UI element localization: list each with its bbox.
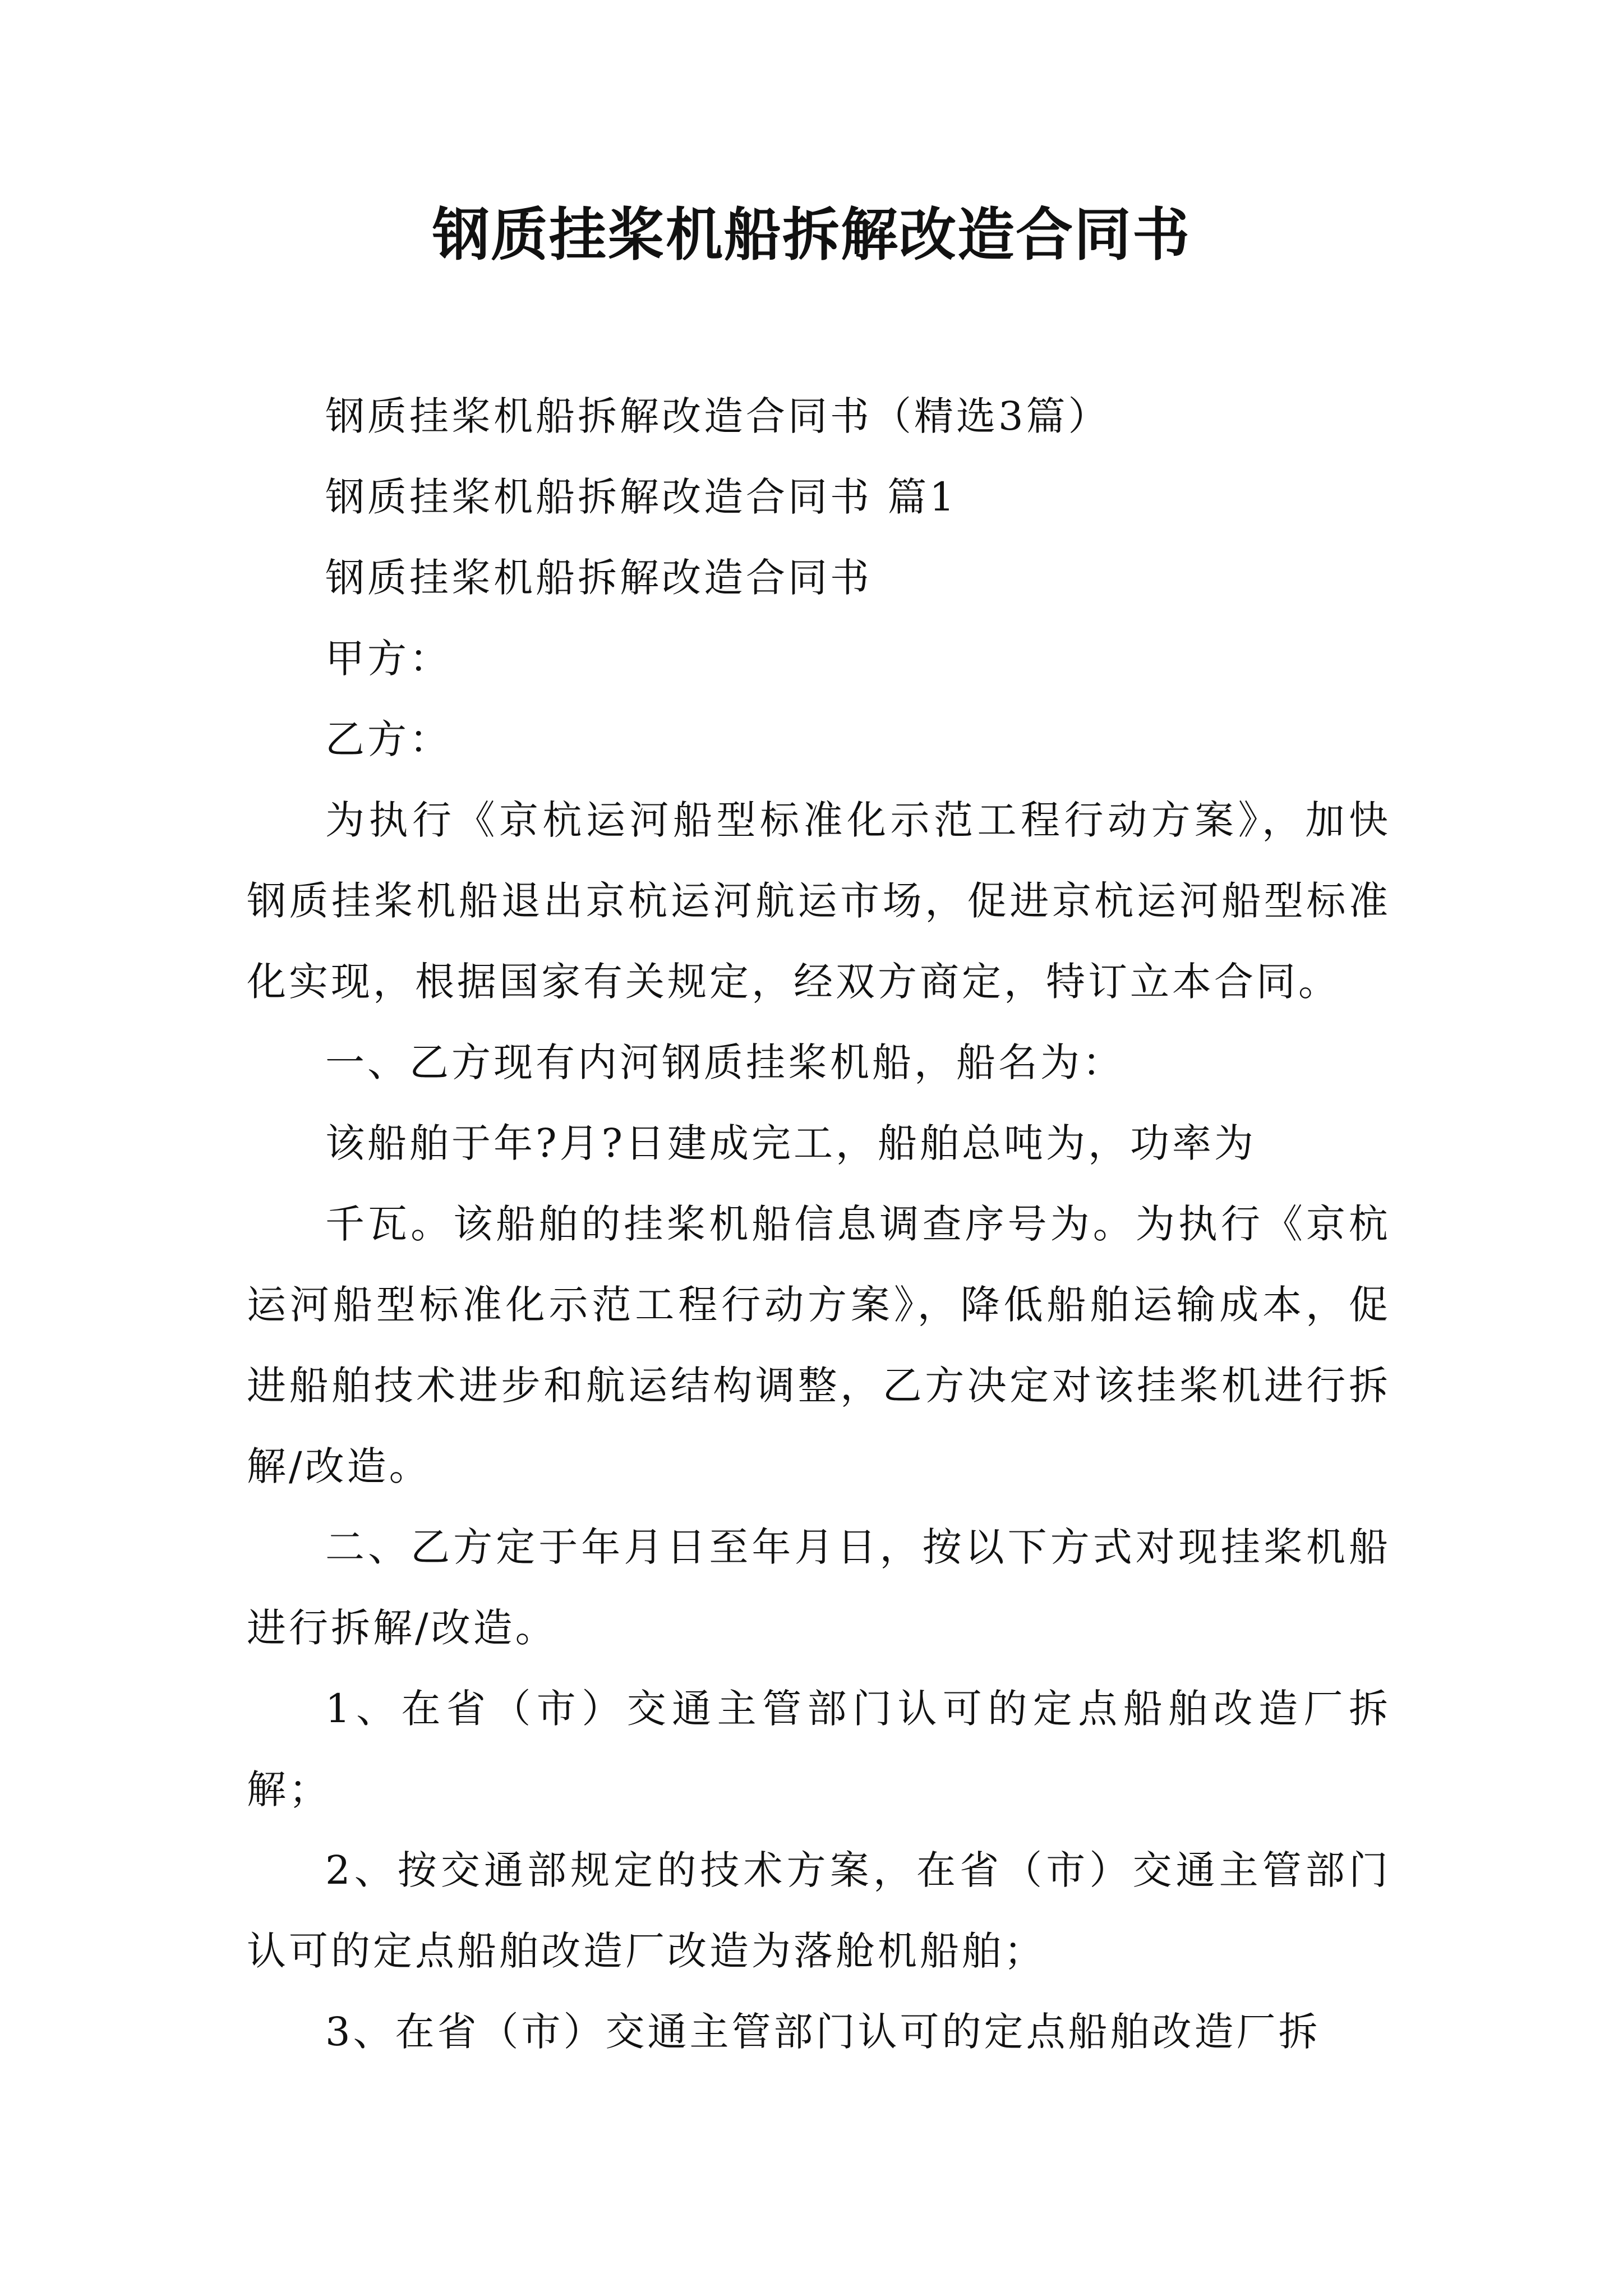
ship-info-paragraph: 该船舶于年?月?日建成完工，船舶总吨为，功率为: [325, 1120, 1257, 1166]
party-b-line: 乙方：: [325, 716, 451, 762]
ship-power-paragraph: 千瓦。该船舶的挂桨机船信息调查序号为。为执行《京杭运河船型标准化示范工程行动方案》，降低船舶运输成本，促进船舶技术进步和航运结构调整，乙方决定对该挂桨机进行拆解/改造。: [247, 1201, 1391, 1489]
clause-two-paragraph: 二、乙方定于年月日至年月日，按以下方式对现挂桨机船进行拆解/改造。: [247, 1524, 1391, 1651]
option-one-paragraph: 1、在省（市）交通主管部门认可的定点船舶改造厂拆解；: [247, 1686, 1391, 1812]
party-a-line: 甲方：: [325, 636, 451, 682]
subtitle-paragraph: 钢质挂桨机船拆解改造合同书（精选3篇）: [325, 393, 1110, 439]
document-body: [247, 376, 1391, 2072]
document-title: 钢质挂桨机船拆解改造合同书: [432, 202, 1191, 269]
section-heading: 钢质挂桨机船拆解改造合同书 篇1: [325, 474, 957, 520]
option-two-paragraph: 2、按交通部规定的技术方案，在省（市）交通主管部门认可的定点船舶改造厂改造为落舱机船舶；: [247, 1847, 1391, 1974]
preamble-paragraph: 为执行《京杭运河船型标准化示范工程行动方案》，加快钢质挂桨机船退出京杭运河航运市场，促进京杭运河船型标准化实现，根据国家有关规定，经双方商定，特订立本合同。: [247, 797, 1391, 1005]
option-three-paragraph: 3、在省（市）交通主管部门认可的定点船舶改造厂拆: [325, 2009, 1321, 2055]
clause-one-paragraph: 一、乙方现有内河钢质挂桨机船，船名为：: [325, 1039, 1124, 1085]
contract-heading: 钢质挂桨机船拆解改造合同书: [325, 555, 872, 601]
